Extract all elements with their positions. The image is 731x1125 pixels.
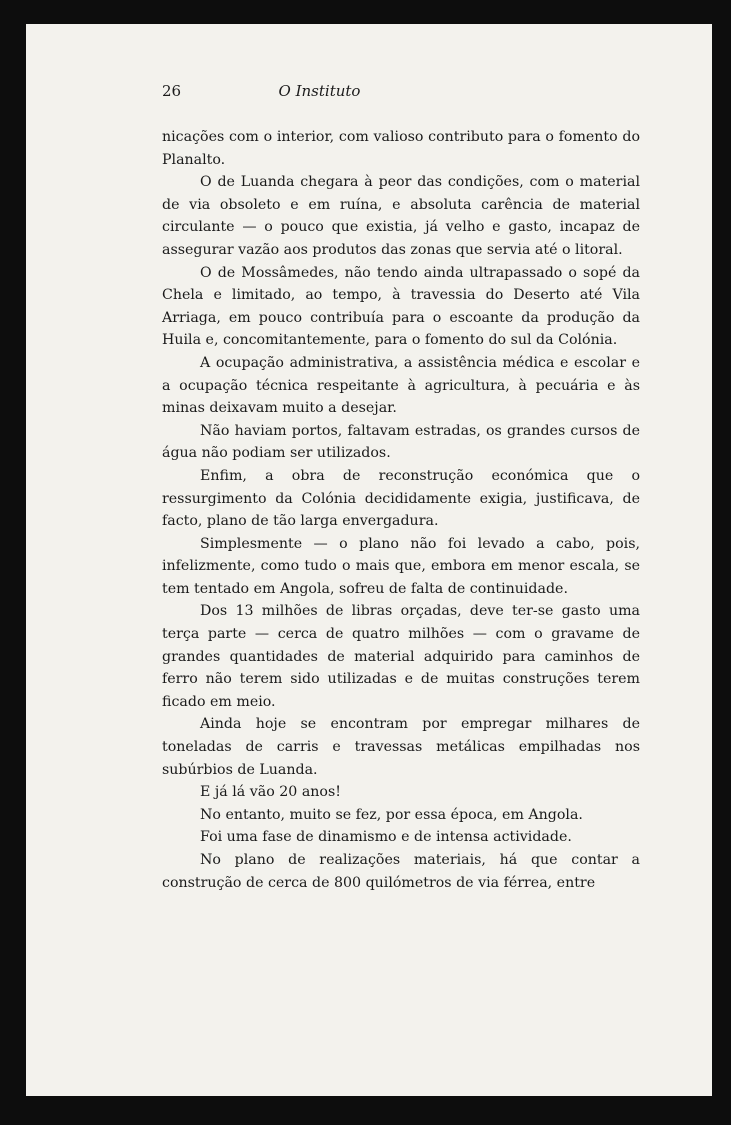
paragraph: E já lá vão 20 anos! (200, 784, 341, 801)
paragraph: Dos 13 milhões de libras orçadas, deve ter-se gasto uma terça parte — cerca de quatro milhões — com o gravame de grandes quantidades de material adquirido para caminhos de ferro não terem sido utilizadas e de muitas construções terem ficado em meio. (162, 603, 640, 710)
paragraph: nicações com o interior, com valioso contributo para o fomento do Planalto. (162, 129, 640, 168)
paragraph: Ainda hoje se encontram por empregar milhares de toneladas de carris e travessas metálicas empilhadas nos subúrbios de Luanda. (162, 716, 640, 778)
paragraph: Não haviam portos, faltavam estradas, os grandes cursos de água não podiam ser utilizados. (162, 422, 640, 462)
paragraph: Foi uma fase de dinamismo e de intensa actividade. (200, 829, 572, 846)
running-title: O Instituto (278, 82, 361, 100)
paragraph: Enfim, a obra de reconstrução económica que o ressurgimento da Colónia decididamente exigia, justificava, de facto, plano de tão larga envergadura. (162, 467, 640, 530)
paragraph: No plano de realizações materiais, há que contar a construção de cerca de 800 quilómetros de via férrea, entre (162, 852, 640, 891)
body-text (162, 126, 640, 894)
book-page (26, 24, 712, 1096)
paragraph: Simplesmente — o plano não foi levado a cabo, pois, infelizmente, como tudo o mais que, embora em menor escala, se tem tentado em Angola, sofreu de falta de continuidade. (162, 535, 640, 597)
page-number: 26 (162, 82, 182, 100)
running-head (162, 82, 477, 106)
paragraph: O de Mossâmedes, não tendo ainda ultrapassado o sopé da Chela e limitado, ao tempo, à travessia do Deserto até Vila Arriaga, em pouco contribuía para o escoante da produção da Huila e, concomitantemente, para o fomento do sul da Colónia. (162, 264, 640, 349)
paragraph: O de Luanda chegara à peor das condições, com o material de via obsoleto e em ruína, e absoluta carência de material circulante — o pouco que existia, já velho e gasto, incapaz de assegurar vazão aos produtos das zonas que servia até o litoral. (162, 174, 640, 258)
paragraph: A ocupação administrativa, a assistência médica e escolar e a ocupação técnica respeitante à agricultura, à pecuária e às minas deixavam muito a desejar. (162, 354, 640, 417)
paragraph: No entanto, muito se fez, por essa época, em Angola. (200, 806, 583, 823)
